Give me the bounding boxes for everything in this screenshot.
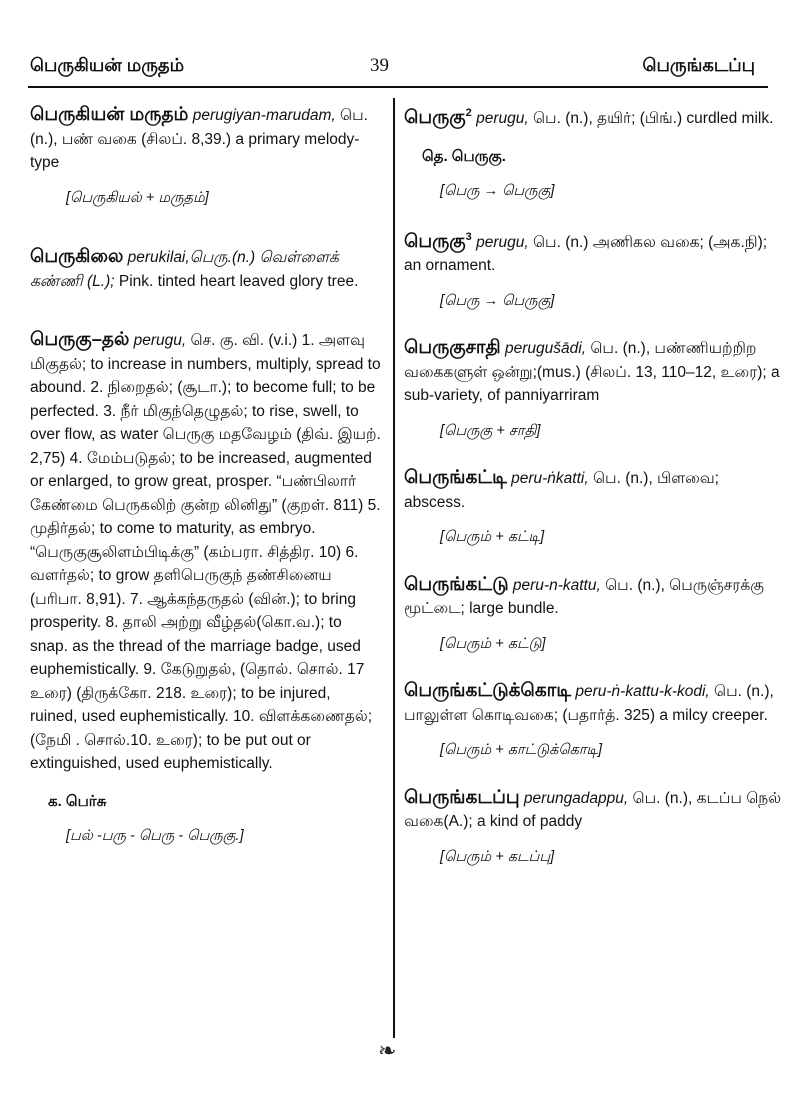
- header-rule: [28, 86, 768, 88]
- homograph-number: 2: [465, 107, 472, 119]
- entry-transliteration: perugu,: [133, 332, 187, 349]
- entry-headword: பெருகுசாதி: [404, 336, 501, 358]
- entry-cognate: தெ. பெருகு.: [422, 147, 506, 165]
- entry-definition: பெ. (n.), பண் வகை (சிலப். 8,39.) a primary melody-type: [30, 107, 368, 171]
- homograph-number: 3: [465, 230, 472, 243]
- entry-etymology: [பெருகு + சாதி]: [440, 422, 541, 439]
- entry-transliteration: perukilai,பெரு.(n.) வெள்ளைக் கண்ணி (L.);: [30, 249, 339, 290]
- entry-definition: செ. கு. வி. (v.i.) 1. அளவு மிகுதல்; to increase in numbers, multiply, spread to abound. 2. நிறைதல்; (சூடா.); to become full; to be perfected. 3. நீர் மிகுந்தெழுதல்; to rise, swell, to over flow, as water பெருகு மதவேழம் (திவ். இயற். 2,75) 4. மேம்படுதல்; to be increased, augmented or enlarged, to grow great, prosper. “பண்பிலார் கேண்மை பெருகலிற் குன்ற லினிது” (குறள். 811) 5. முதிர்தல்; to come to maturity, as embryo. “பெருகுசூலிளம்பிடிக்கு” (கம்பரா. சித்திர. 10) 6. வளர்தல்; to grow தளிபெருகுந் தண்சினைய (பரிபா. 8,91). 7. ஆக்கந்தருதல் (வின்.); to bring prosperity. 8. தாலி அற்று வீழ்தல்(கொ.வ.); to snap. as the thread of the marriage badge, used euphemistically. 9. கேடுறுதல், (தொல். சொல். 17 உரை) (திருக்கோ. 218. உரை); to be injured, ruined, used euphemistically. 10. விளக்கணைதல்; (நேமி . சொல்.10. உரை); to be put out or extinguished, used euphemistically.: [30, 332, 381, 772]
- entry-headword: பெருகு–தல்: [30, 328, 130, 349]
- entry-etymology: [பெருகியல் + மருதம்]: [66, 189, 209, 206]
- entry-transliteration: peru-ṅ-kattu-k-kodi,: [575, 683, 710, 701]
- entry-headword: பெருங்கடப்பு: [404, 785, 520, 807]
- dictionary-entry: [404, 785, 782, 870]
- entry-etymology: [பெரு → பெருகு]: [440, 183, 555, 200]
- dictionary-entry: [404, 226, 782, 314]
- entry-headword: பெருகு$^3$: [404, 229, 472, 251]
- dictionary-entry: [404, 335, 782, 443]
- entry-transliteration: perungadappu,: [523, 789, 629, 807]
- dictionary-entry: [404, 572, 782, 657]
- entry-headword: பெருகு$^2$: [404, 106, 472, 128]
- entry-definition: பெ. (n.), பாலுள்ள கொடிவகை; (பதார்த். 325) a milcy creeper.: [404, 683, 774, 724]
- entry-headword: பெருங்கட்டி: [404, 466, 507, 488]
- entry-definition: பெ. (n.), பிளவை; abscess.: [404, 470, 719, 511]
- dictionary-entry: [30, 102, 382, 210]
- entry-headword: பெருங்கட்டு: [404, 572, 509, 594]
- entry-definition: பெ. (n.), பெருஞ்சரக்கு மூட்டை; large bundle.: [404, 576, 764, 618]
- column-divider: [393, 98, 395, 1038]
- left-column: [30, 100, 382, 849]
- entry-headword: பெருகியன் மருதம்: [30, 103, 189, 124]
- entry-definition: பெ. (n.), கடப்ப நெல் வகை(A.); a kind of paddy: [404, 789, 782, 831]
- entry-etymology: [பெரும் + கட்டு]: [440, 635, 546, 652]
- entry-cognate: க. பெர்சு: [48, 792, 107, 810]
- entry-transliteration: peru-ṅkatti,: [511, 470, 589, 488]
- entry-definition: பெ. (n.), பண்ணியற்றிற வகைகளுள் ஒன்று;(mus.) (சிலப். 13, 110–12, உரை); a sub-variety, of panniyarriram: [404, 340, 780, 405]
- entry-definition: பெ. (n.) அணிகல வகை; (அக.நி); an ornament.: [404, 233, 768, 275]
- entry-etymology: [பெரும் + கட்டி]: [440, 529, 545, 546]
- ornament-icon: ❧: [378, 1038, 397, 1063]
- entry-etymology: [பல் -பரு - பெரு - பெருகு.]: [66, 828, 244, 844]
- right-column: [404, 100, 782, 869]
- entry-transliteration: peru-n-kattu,: [512, 576, 601, 594]
- entry-etymology: [பெரும் + கடப்பு]: [440, 848, 555, 865]
- entry-transliteration: perugiyan-marudam,: [192, 107, 336, 124]
- dictionary-entry: [30, 327, 382, 849]
- entry-transliteration: perugušādi,: [505, 340, 587, 358]
- entry-transliteration: perugu,: [476, 233, 529, 251]
- entry-etymology: [பெரு → பெருகு]: [440, 292, 555, 309]
- entry-etymology: [பெரும் + காட்டுக்கொடி]: [440, 742, 603, 759]
- header-right-guideword: பெருங்கடப்பு: [642, 55, 755, 75]
- entry-headword: பெருகிலை: [30, 245, 124, 266]
- header-left-guideword: பெருகியன் மருதம்: [30, 55, 185, 75]
- entry-headword: பெருங்கட்டுக்கொடி: [404, 679, 572, 701]
- page-header: [0, 55, 800, 89]
- entry-definition: பெ. (n.), தயிர்; (பிங்.) curdled milk.: [528, 110, 774, 128]
- entry-definition: Pink. tinted heart leaved glory tree.: [114, 272, 359, 290]
- dictionary-entry: [30, 244, 382, 293]
- dictionary-entry: [404, 678, 782, 763]
- page-number: 39: [370, 55, 389, 76]
- entry-transliteration: perugu,: [476, 110, 529, 128]
- dictionary-entry: [404, 465, 782, 550]
- dictionary-entry: [404, 102, 782, 204]
